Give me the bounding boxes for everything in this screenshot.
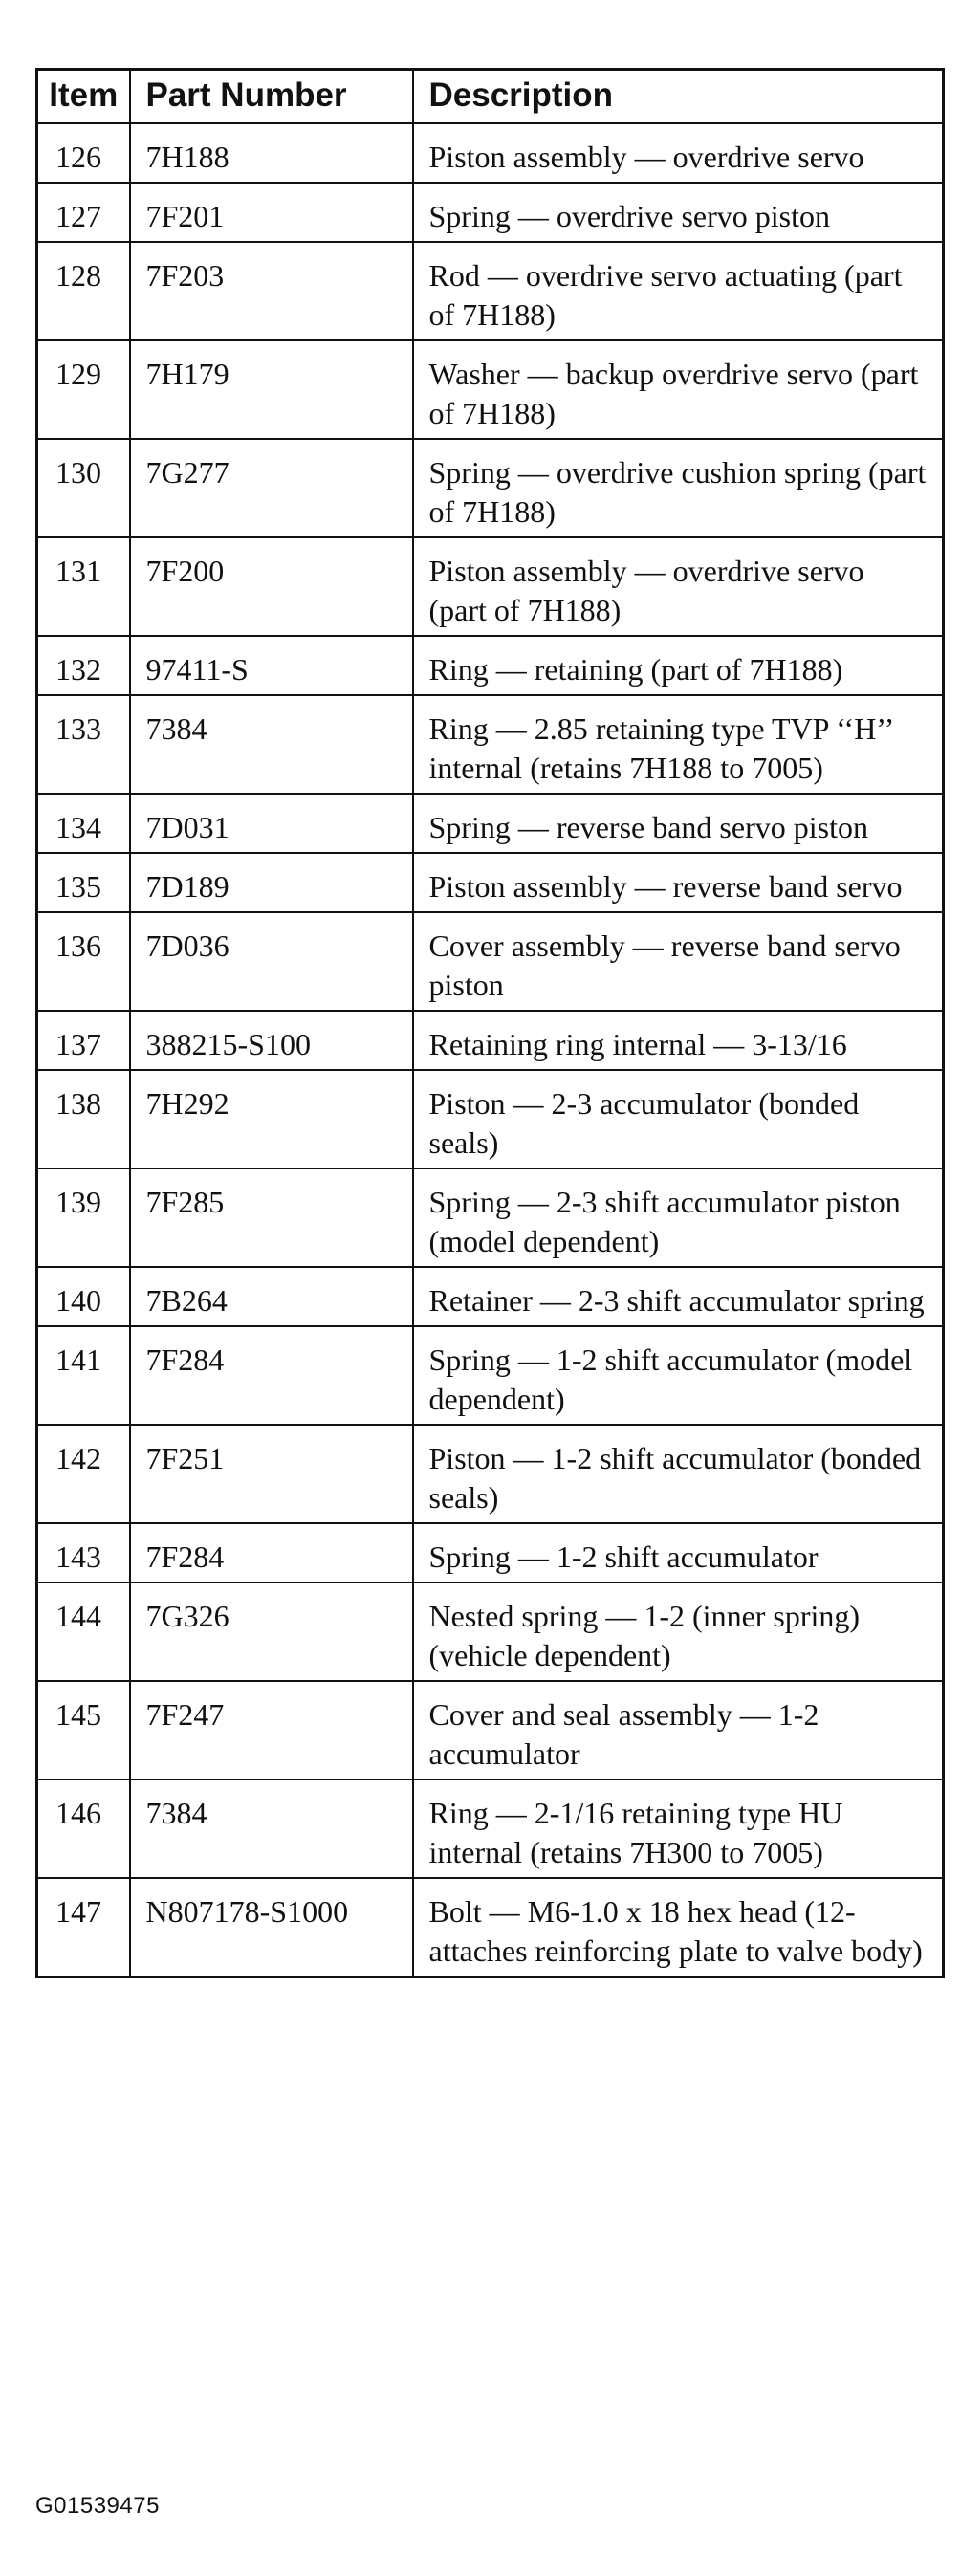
item-number-cell: 132 xyxy=(37,636,130,695)
item-number-cell: 143 xyxy=(37,1523,130,1583)
part-number-cell: 7H179 xyxy=(130,340,413,439)
description-cell: Spring — 1-2 shift accumulator (model dependent) xyxy=(413,1326,944,1425)
description-cell: Piston — 2-3 accumulator (bonded seals) xyxy=(413,1070,944,1168)
table-row xyxy=(37,1681,944,1779)
header-item: Item xyxy=(37,70,130,124)
part-number-cell: 7D189 xyxy=(130,853,413,912)
description-cell: Bolt — M6-1.0 x 18 hex head (12-attaches reinforcing plate to valve body) xyxy=(413,1878,944,1977)
table-row xyxy=(37,636,944,695)
figure-id: G01539475 xyxy=(35,2493,160,2519)
description-cell: Cover assembly — reverse band servo piston xyxy=(413,912,944,1011)
part-number-cell: 7F251 xyxy=(130,1425,413,1523)
part-number-cell: 7F284 xyxy=(130,1523,413,1583)
table-row xyxy=(37,340,944,439)
item-number-cell: 133 xyxy=(37,695,130,794)
table-row xyxy=(37,695,944,794)
part-number-cell: 7F201 xyxy=(130,183,413,242)
part-number-cell: 7384 xyxy=(130,695,413,794)
description-cell: Retainer — 2-3 shift accumulator spring xyxy=(413,1267,944,1326)
description-cell: Spring — overdrive cushion spring (part of 7H188) xyxy=(413,439,944,537)
item-number-cell: 140 xyxy=(37,1267,130,1326)
part-number-cell: 388215-S100 xyxy=(130,1011,413,1070)
part-number-cell: 7F285 xyxy=(130,1168,413,1267)
description-cell: Retaining ring internal — 3-13/16 xyxy=(413,1011,944,1070)
description-cell: Piston assembly — overdrive servo (part of 7H188) xyxy=(413,537,944,636)
item-number-cell: 134 xyxy=(37,794,130,853)
part-number-cell: 7D031 xyxy=(130,794,413,853)
table-row xyxy=(37,1878,944,1977)
table-body xyxy=(37,123,944,1977)
description-cell: Nested spring — 1-2 (inner spring) (vehicle dependent) xyxy=(413,1583,944,1681)
part-number-cell: 7F203 xyxy=(130,242,413,340)
item-number-cell: 144 xyxy=(37,1583,130,1681)
item-number-cell: 127 xyxy=(37,183,130,242)
description-cell: Piston assembly — overdrive servo xyxy=(413,123,944,183)
table-row xyxy=(37,242,944,340)
part-number-cell: 7G326 xyxy=(130,1583,413,1681)
item-number-cell: 147 xyxy=(37,1878,130,1977)
description-cell: Cover and seal assembly — 1-2 accumulator xyxy=(413,1681,944,1779)
item-number-cell: 142 xyxy=(37,1425,130,1523)
table-row xyxy=(37,1779,944,1878)
item-number-cell: 141 xyxy=(37,1326,130,1425)
table-row xyxy=(37,537,944,636)
part-number-cell: 7F284 xyxy=(130,1326,413,1425)
table-row xyxy=(37,1267,944,1326)
table-row xyxy=(37,1523,944,1583)
part-number-cell: 97411-S xyxy=(130,636,413,695)
description-cell: Spring — 2-3 shift accumulator piston (model dependent) xyxy=(413,1168,944,1267)
item-number-cell: 130 xyxy=(37,439,130,537)
part-number-cell: 7F200 xyxy=(130,537,413,636)
table-row xyxy=(37,912,944,1011)
table-row xyxy=(37,1070,944,1168)
item-number-cell: 138 xyxy=(37,1070,130,1168)
table-row xyxy=(37,1425,944,1523)
description-cell: Piston — 1-2 shift accumulator (bonded seals) xyxy=(413,1425,944,1523)
item-number-cell: 137 xyxy=(37,1011,130,1070)
description-cell: Spring — overdrive servo piston xyxy=(413,183,944,242)
item-number-cell: 145 xyxy=(37,1681,130,1779)
table-row xyxy=(37,1583,944,1681)
part-number-cell: 7D036 xyxy=(130,912,413,1011)
item-number-cell: 129 xyxy=(37,340,130,439)
table-row xyxy=(37,1326,944,1425)
part-number-cell: 7F247 xyxy=(130,1681,413,1779)
description-cell: Washer — backup overdrive servo (part of 7H188) xyxy=(413,340,944,439)
item-number-cell: 146 xyxy=(37,1779,130,1878)
table-row xyxy=(37,1011,944,1070)
part-number-cell: 7384 xyxy=(130,1779,413,1878)
part-number-cell: 7H188 xyxy=(130,123,413,183)
part-number-cell: 7G277 xyxy=(130,439,413,537)
header-part-number: Part Number xyxy=(130,70,413,124)
part-number-cell: 7B264 xyxy=(130,1267,413,1326)
description-cell: Spring — reverse band servo piston xyxy=(413,794,944,853)
part-number-cell: N807178-S1000 xyxy=(130,1878,413,1977)
description-cell: Piston assembly — reverse band servo xyxy=(413,853,944,912)
table-row xyxy=(37,123,944,183)
table-row xyxy=(37,794,944,853)
item-number-cell: 136 xyxy=(37,912,130,1011)
item-number-cell: 126 xyxy=(37,123,130,183)
item-number-cell: 139 xyxy=(37,1168,130,1267)
item-number-cell: 128 xyxy=(37,242,130,340)
parts-table xyxy=(35,68,945,1978)
header-row xyxy=(37,70,944,124)
table-row xyxy=(37,853,944,912)
description-cell: Ring — 2.85 retaining type TVP ‘‘H’’ internal (retains 7H188 to 7005) xyxy=(413,695,944,794)
part-number-cell: 7H292 xyxy=(130,1070,413,1168)
table-row xyxy=(37,439,944,537)
item-number-cell: 135 xyxy=(37,853,130,912)
header-description: Description xyxy=(413,70,944,124)
description-cell: Spring — 1-2 shift accumulator xyxy=(413,1523,944,1583)
item-number-cell: 131 xyxy=(37,537,130,636)
table-row xyxy=(37,183,944,242)
description-cell: Ring — retaining (part of 7H188) xyxy=(413,636,944,695)
table-row xyxy=(37,1168,944,1267)
description-cell: Rod — overdrive servo actuating (part of 7H188) xyxy=(413,242,944,340)
description-cell: Ring — 2-1/16 retaining type HU internal (retains 7H300 to 7005) xyxy=(413,1779,944,1878)
